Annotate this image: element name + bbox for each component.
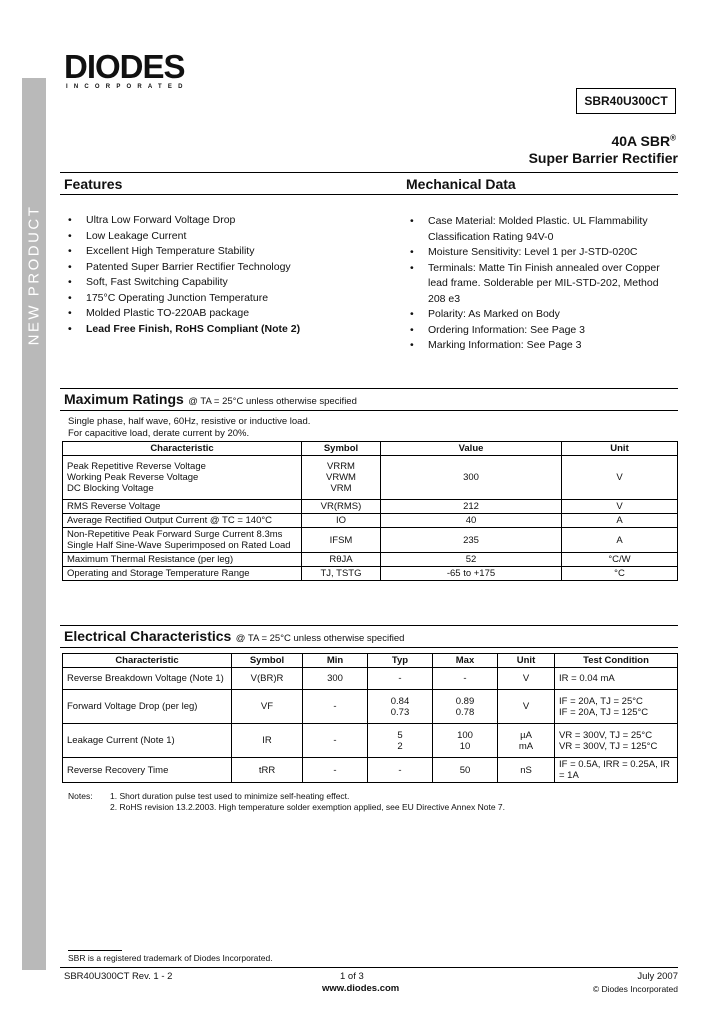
note-2: 2. RoHS revision 13.2.2003. High temperature solder exemption applied, see EU Directive Annex Note 7. (110, 802, 505, 812)
trademark-note: SBR is a registered trademark of Diodes Incorporated. (68, 953, 273, 963)
table-header-row: Characteristic Symbol Value Unit (63, 442, 678, 456)
list-item: • Ordering Information: See Page 3 (406, 323, 666, 339)
table-row: Reverse Breakdown Voltage (Note 1) V(BR)R 300 - - V IR = 0.04 mA (63, 668, 678, 690)
list-item: • Lead Free Finish, RoHS Compliant (Note 2) (64, 322, 394, 338)
divider (60, 625, 678, 626)
divider (60, 410, 678, 411)
doc-number: SBR40U300CT Rev. 1 - 2 (64, 971, 173, 982)
table-row: Operating and Storage Temperature Range TJ, TSTG -65 to +175 °C (63, 567, 678, 581)
note-1: 1. Short duration pulse test used to minimize self-heating effect. (110, 791, 350, 801)
table-row: Non-Repetitive Peak Forward Surge Current 8.3ms Single Half Sine-Wave Superimposed on Rated Load IFSM 235 A (63, 528, 678, 553)
copyright: © Diodes Incorporated (592, 984, 678, 994)
table-row: Maximum Thermal Resistance (per leg) RθJA 52 °C/W (63, 553, 678, 567)
features-heading: Features (64, 176, 123, 192)
list-item: • 175°C Operating Junction Temperature (64, 291, 394, 307)
list-item: • Moisture Sensitivity: Level 1 per J-STD-020C (406, 245, 666, 261)
company-logo-sub: INCORPORATED (66, 84, 189, 90)
table-row: Reverse Recovery Time tRR - - 50 nS IF = 0.5A, IRR = 0.25A, IR = 1A (63, 758, 678, 783)
list-item: • Low Leakage Current (64, 229, 394, 245)
table-row: Peak Repetitive Reverse Voltage Working Peak Reverse Voltage DC Blocking Voltage VRRM VRWM VRM 300 V (63, 456, 678, 500)
list-item: • Ultra Low Forward Voltage Drop (64, 213, 394, 229)
mechanical-list (406, 214, 666, 354)
divider (60, 388, 678, 389)
list-item: • Polarity: As Marked on Body (406, 307, 666, 323)
footnote-rule (68, 950, 122, 951)
website-link[interactable]: www.diodes.com (322, 983, 400, 994)
table-header-row: Characteristic Symbol Min Typ Max Unit Test Condition (63, 654, 678, 668)
notes-label: Notes: (68, 791, 93, 801)
footer-divider (60, 967, 678, 968)
list-item: • Soft, Fast Switching Capability (64, 275, 394, 291)
side-banner-label: NEW PRODUCT (25, 204, 43, 346)
list-item: • Marking Information: See Page 3 (406, 338, 666, 354)
max-ratings-note1: Single phase, half wave, 60Hz, resistive or inductive load. (68, 416, 311, 427)
part-number-box: SBR40U300CT (576, 88, 676, 114)
product-title: 40A SBR® (611, 133, 676, 149)
electrical-title: Electrical Characteristics @ TA = 25°C unless otherwise specified (64, 628, 405, 644)
divider (60, 172, 678, 173)
divider (60, 647, 678, 648)
doc-date: July 2007 (637, 971, 678, 982)
table-row: Average Rectified Output Current @ TC = 140°C IO 40 A (63, 514, 678, 528)
max-ratings-note2: For capacitive load, derate current by 20%. (68, 428, 250, 439)
features-list (64, 213, 394, 337)
list-item: • Terminals: Matte Tin Finish annealed over Copper lead frame. Solderable per MIL-STD-202, Method 208 e3 (406, 261, 666, 308)
company-logo: DIODES (64, 48, 185, 85)
product-subtitle: Super Barrier Rectifier (528, 150, 678, 166)
table-row: Leakage Current (Note 1) IR - 5 2 100 10 µA mA VR = 300V, TJ = 25°C VR = 300V, TJ = 125°C (63, 724, 678, 758)
max-ratings-table (62, 441, 678, 581)
list-item: • Case Material: Molded Plastic. UL Flammability Classification Rating 94V-0 (406, 214, 666, 245)
list-item: • Excellent High Temperature Stability (64, 244, 394, 260)
max-ratings-title: Maximum Ratings @ TA = 25°C unless otherwise specified (64, 391, 357, 407)
table-row: Forward Voltage Drop (per leg) VF - 0.84 0.73 0.89 0.78 V IF = 20A, TJ = 25°C IF = 20A, TJ = 125°C (63, 690, 678, 724)
list-item: • Patented Super Barrier Rectifier Technology (64, 260, 394, 276)
electrical-table (62, 653, 678, 783)
list-item: • Molded Plastic TO-220AB package (64, 306, 394, 322)
table-row: RMS Reverse Voltage VR(RMS) 212 V (63, 500, 678, 514)
mechanical-heading: Mechanical Data (406, 176, 516, 192)
divider (60, 194, 678, 195)
page-number: 1 of 3 (340, 971, 364, 982)
